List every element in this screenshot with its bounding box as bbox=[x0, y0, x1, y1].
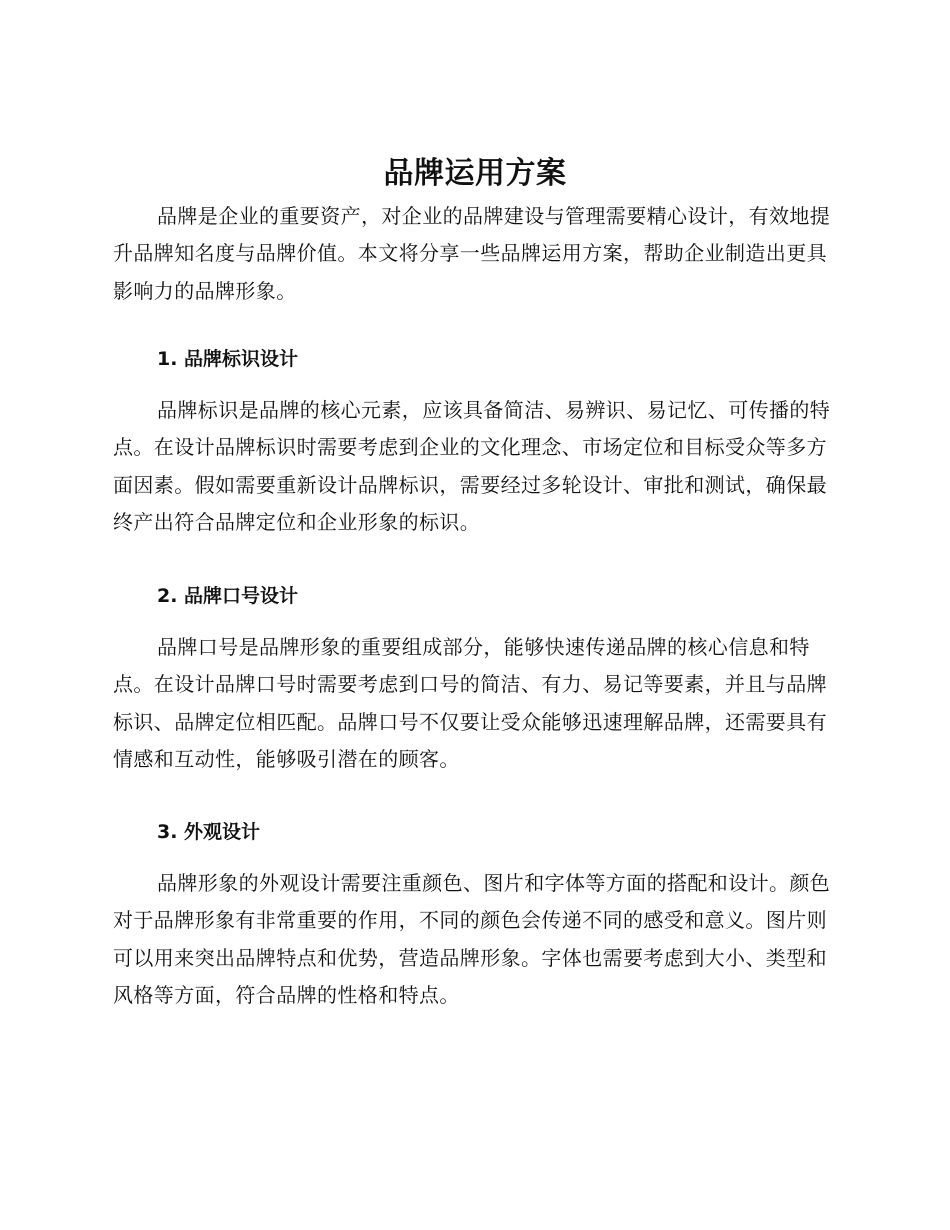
document-title: 品牌运用方案 bbox=[383, 156, 567, 191]
intro-paragraph: 品牌是企业的重要资产，对企业的品牌建设与管理需要精心设计，有效地提升品牌知名度与品牌价值。本文将分享一些品牌运用方案，帮助企业制造出更具影响力的品牌形象。 bbox=[113, 204, 831, 303]
section-body-brand-slogan: 品牌口号是品牌形象的重要组成部分，能够快速传递品牌的核心信息和特点。在设计品牌口号时需要考虑到口号的简洁、有力、易记等要素，并且与品牌标识、品牌定位相匹配。品牌口号不仅要让受众能够迅速理解品牌，还需要具有情感和互动性，能够吸引潜在的顾客。 bbox=[113, 635, 827, 772]
section-body-appearance: 品牌形象的外观设计需要注重颜色、图片和字体等方面的搭配和设计。颜色对于品牌形象有非常重要的作用，不同的颜色会传递不同的感受和意义。图片则可以用来突出品牌特点和优势，营造品牌形象。字体也需要考虑到大小、类型和风格等方面，符合品牌的性格和特点。 bbox=[113, 871, 831, 1008]
section-heading-appearance: 3. 外观设计 bbox=[157, 821, 261, 843]
section-heading-brand-logo: 1. 品牌标识设计 bbox=[157, 348, 299, 370]
section-heading-brand-slogan: 2. 品牌口号设计 bbox=[157, 585, 299, 607]
section-body-brand-logo: 品牌标识是品牌的核心元素，应该具备简洁、易辨识、易记忆、可传播的特点。在设计品牌标识时需要考虑到企业的文化理念、市场定位和目标受众等多方面因素。假如需要重新设计品牌标识，需要经过多轮设计、审批和测试，确保最终产出符合品牌定位和企业形象的标识。 bbox=[113, 398, 831, 535]
